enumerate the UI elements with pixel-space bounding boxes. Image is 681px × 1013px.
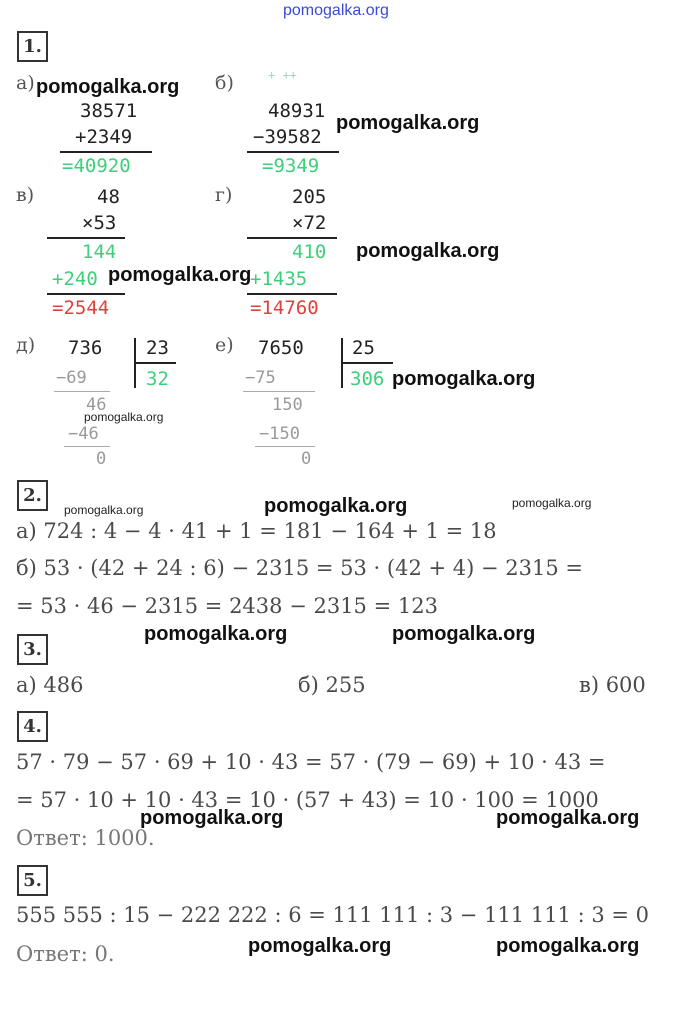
partial-1v-1: 144 <box>82 241 117 263</box>
label-1d: д) <box>16 334 36 356</box>
watermark[interactable]: pomogalka.org <box>36 76 180 98</box>
task-5-number: 5. <box>17 865 48 896</box>
watermark[interactable]: pomogalka.org <box>496 807 640 829</box>
sub-line-1e-1 <box>243 391 315 392</box>
divisor-1d: 23 <box>146 337 169 359</box>
task-2-line-3: = 53 · 46 − 2315 = 2438 − 2315 = 123 <box>16 594 438 618</box>
partial-1g-2: +1435 <box>250 268 308 290</box>
watermark[interactable]: pomogalka.org <box>356 240 500 262</box>
operand-1v-1: 48 <box>97 186 120 208</box>
sum-line-1a <box>60 151 152 153</box>
partial-1g-1: 410 <box>292 241 327 263</box>
operand-1a-1: 38571 <box>80 100 138 122</box>
task-2-number: 2. <box>17 480 48 511</box>
sum-line-1g <box>247 293 337 295</box>
result-1v: =2544 <box>52 297 110 319</box>
operand-1v-2: ×53 <box>82 212 117 234</box>
task-3-number: 3. <box>17 634 48 665</box>
result-1b: =9349 <box>262 155 320 177</box>
watermark-top[interactable]: pomogalka.org <box>283 2 389 19</box>
dividend-1d: 736 <box>68 337 103 359</box>
quotient-1d: 32 <box>146 368 169 390</box>
sub-1d-2: −46 <box>68 424 99 444</box>
operand-1g-1: 205 <box>292 186 327 208</box>
operand-1b-2: −39582 <box>253 126 322 148</box>
task-2-line-1: а) 724 : 4 − 4 · 41 + 1 = 181 − 164 + 1 = 18 <box>16 519 497 543</box>
sub-line-1d-1 <box>54 391 110 392</box>
task-4-line-1: 57 · 79 − 57 · 69 + 10 · 43 = 57 · (79 − 69) + 10 · 43 = <box>16 750 606 774</box>
sum-line-1v <box>47 293 125 295</box>
sub-1e-2: −150 <box>259 424 300 444</box>
operand-1a-2: +2349 <box>75 126 133 148</box>
rem-1e-2: 0 <box>301 449 312 469</box>
task-3-answer-v: в) 600 <box>579 673 646 697</box>
watermark[interactable]: pomogalka.org <box>64 503 144 517</box>
watermark[interactable]: pomogalka.org <box>392 368 536 390</box>
dividend-1e: 7650 <box>258 337 304 359</box>
watermark[interactable]: pomogalka.org <box>512 496 592 510</box>
task-2-line-2: б) 53 · (42 + 24 : 6) − 2315 = 53 · (42 + 4) − 2315 = <box>16 556 583 580</box>
sub-line-1d-2 <box>64 446 110 447</box>
task-5-line-1: 555 555 : 15 − 222 222 : 6 = 111 111 : 3 − 111 111 : 3 = 0 <box>16 903 650 927</box>
label-1b: б) <box>215 72 234 94</box>
quotient-1e: 306 <box>350 368 385 390</box>
watermark[interactable]: pomogalka.org <box>140 807 284 829</box>
result-1a: =40920 <box>62 155 131 177</box>
label-1e: е) <box>215 334 234 356</box>
task-3-answer-a: а) 486 <box>16 673 84 697</box>
sub-1e-1: −75 <box>245 368 276 388</box>
divisor-line-1d <box>136 362 176 364</box>
task-5-answer: Ответ: 0. <box>16 942 115 966</box>
rem-1e-1: 150 <box>272 395 303 415</box>
sum-line-1b <box>247 151 339 153</box>
watermark[interactable]: pomogalka.org <box>264 495 408 517</box>
sub-1d-1: −69 <box>56 368 87 388</box>
label-1v: в) <box>16 184 35 206</box>
rem-1d-1: 46 <box>86 395 107 415</box>
task-4-answer: Ответ: 1000. <box>16 826 155 850</box>
label-1a: а) <box>16 72 35 94</box>
mul-line-1g <box>247 237 337 239</box>
label-1g: г) <box>215 184 233 206</box>
carry-marks-1b: + ++ <box>268 68 297 82</box>
watermark[interactable]: pomogalka.org <box>248 935 392 957</box>
operand-1b-1: 48931 <box>268 100 326 122</box>
watermark[interactable]: pomogalka.org <box>108 264 252 286</box>
watermark[interactable]: pomogalka.org <box>496 935 640 957</box>
partial-1v-2: +240 <box>52 268 98 290</box>
operand-1g-2: ×72 <box>292 212 327 234</box>
watermark[interactable]: pomogalka.org <box>144 623 288 645</box>
result-1g: =14760 <box>250 297 319 319</box>
task-4-number: 4. <box>17 711 48 742</box>
divisor-line-1e <box>343 362 393 364</box>
watermark[interactable]: pomogalka.org <box>84 410 164 424</box>
watermark[interactable]: pomogalka.org <box>392 623 536 645</box>
watermark[interactable]: pomogalka.org <box>336 112 480 134</box>
rem-1d-2: 0 <box>96 449 107 469</box>
sub-line-1e-2 <box>255 446 315 447</box>
task-1-number: 1. <box>17 31 48 62</box>
task-4-line-2: = 57 · 10 + 10 · 43 = 10 · (57 + 43) = 10 · 100 = 1000 <box>16 788 599 812</box>
task-3-answer-b: б) 255 <box>298 673 366 697</box>
divisor-1e: 25 <box>352 337 375 359</box>
mul-line-1v <box>47 237 125 239</box>
